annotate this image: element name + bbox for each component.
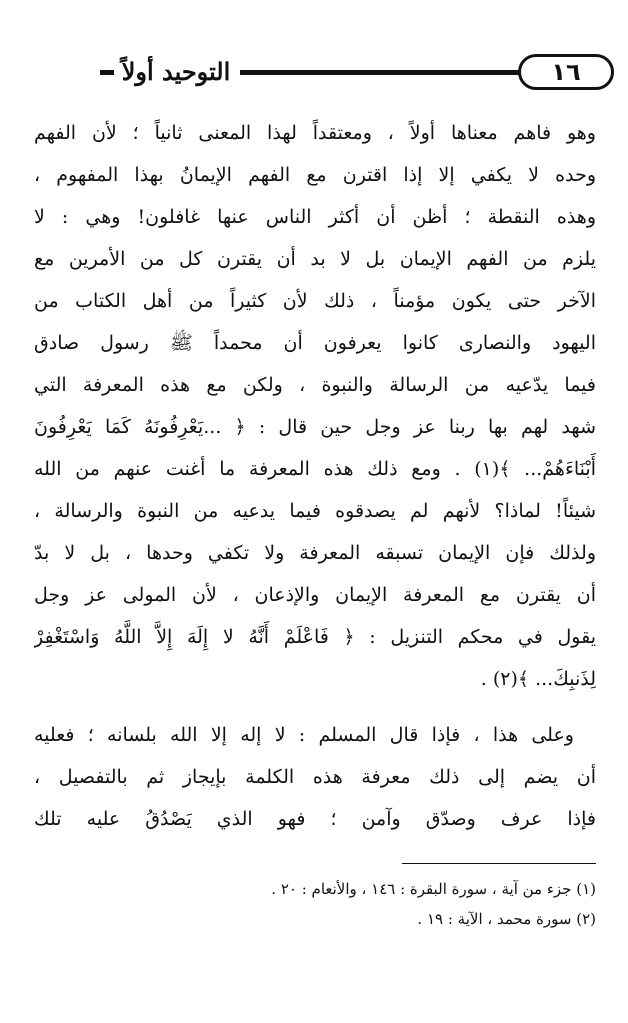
text-line: يلزم من الفهم الإيمان بل لا بد أن يقترن كل من الأمرين مع (34, 248, 596, 270)
page-header (40, 48, 600, 96)
text-line: شيئاً! لماذا؟ لأنهم لم يصدقوه فيما يدعيه من النبوة والرسالة ، (34, 500, 596, 522)
text-line: فإذا عرف وصدّق وآمن ؛ فهو الذي يَصْدُقُ عليه تلك (34, 808, 596, 830)
footnote-divider (402, 863, 596, 864)
paragraph-1 (34, 112, 596, 700)
text-line: يقول في محكم التنزيل : ﴿ فَاعْلَمْ أَنَّهُ لا إِلَهَ إِلاَّ اللَّهُ وَاسْتَغْفِرْ (34, 626, 596, 648)
footnote-2: (٢) سورة محمد ، الآية : ١٩ . (417, 910, 596, 928)
page-number: ١٦ (518, 54, 614, 90)
text-line: وهو فاهم معناها أولاً ، ومعتقداً لهذا المعنى ثانياً ؛ لأن الفهم (34, 122, 596, 144)
header-rule-right (240, 70, 530, 75)
text-line: وحده لا يكفي إلا إذا اقترن مع الفهم الإيمانُ بهذا المفهوم ، (34, 164, 596, 186)
text-line: أَبْنَاءَهُمْ... ﴾(١) . ومع ذلك هذه المعرفة ما أغنت عنهم من الله (34, 458, 596, 480)
footnote-1: (١) جزء من آية ، سورة البقرة : ١٤٦ ، والأنعام : ٢٠ . (271, 880, 596, 898)
body-text (34, 112, 596, 840)
text-line: وهذه النقطة ؛ أظن أن أكثر الناس عنها غافلون! وهي : لا (34, 206, 596, 228)
text-line: أن يقترن مع المعرفة الإيمان والإذعان ، لأن المولى عز وجل (34, 584, 596, 606)
text-line: أن يضم إلى ذلك معرفة هذه الكلمة بإيجاز ثم بالتفصيل ، (34, 766, 596, 788)
text-line: لِذَنبِكَ... ﴾(٢) . (480, 668, 596, 690)
header-rule-left (100, 70, 114, 75)
text-line: وعلى هذا ، فإذا قال المسلم : لا إله إلا الله بلسانه ؛ فعليه (34, 724, 574, 746)
text-line: اليهود والنصارى كانوا يعرفون أن محمداً ﷺ رسول صادق (34, 332, 596, 354)
running-title: التوحيد أولاً (121, 57, 231, 86)
footnotes (34, 874, 596, 934)
text-line: الآخر حتى يكون مؤمناً ، ذلك لأن كثيراً من أهل الكتاب من (34, 290, 596, 312)
paragraph-2 (34, 714, 596, 840)
text-line: ولذلك فإن الإيمان تسبقه المعرفة ولا تكفي وحدها ، بل لا بدّ (34, 542, 596, 564)
text-line: شهد لهم بها ربنا عز وجل حين قال : ﴿ ...يَعْرِفُونَهُ كَمَا يَعْرِفُونَ (34, 416, 596, 438)
text-line: فيما يدّعيه من الرسالة والنبوة ، ولكن مع هذه المعرفة التي (34, 374, 596, 396)
